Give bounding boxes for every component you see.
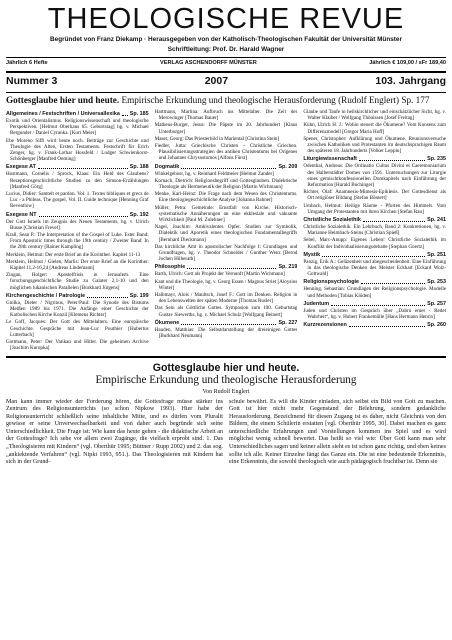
leader-dots xyxy=(331,301,425,306)
lead-rest: Empirische Erkundung und theologische Herausforderung (Rudolf Englert) Sp. 177 xyxy=(119,95,430,105)
toc-section-heading xyxy=(6,111,149,118)
article-subtitle: Empirische Erkundung und theologische Herausforderung xyxy=(95,373,357,386)
publication-info xyxy=(6,58,446,68)
toc-entry: Hauden, Matthias: Die Selbstdarstellung der dreieinigen Gottes [Burkhard Neumann] xyxy=(154,326,298,340)
article-byline: Von Rudolf Englert xyxy=(202,388,250,395)
section-page: Sp. 209 xyxy=(278,163,298,170)
section-page: Sp. 257 xyxy=(427,300,447,307)
toc-entry: Menke, Karl-Heinz: Die Frage nach dem Wesen des Christentums. Eine theologiegeschichtliche Analyse [Johanna Rahner] xyxy=(154,191,298,204)
toc-entry: Kühn, Ulrich H. J.: Wohin steuert die Ökumene? Vom Konsens zum Differenzmodell [Gregor Maria Hoff] xyxy=(303,122,447,135)
section-page: Sp. 235 xyxy=(427,156,447,163)
subtitle-editor: Schriftleitung: Prof. Dr. Harald Wagner xyxy=(167,46,285,53)
section-title: Allgemeines / Festschriften / Universallexika xyxy=(6,111,120,117)
section-title: Ökumene xyxy=(154,319,180,326)
section-title: Exegese AT xyxy=(6,164,36,171)
toc-section-heading xyxy=(6,293,149,300)
toc-entry: Halbmayr, Alois / Maultsch, Josef F.: Gott im Denken. Religion in den Lebenswelten der späten Moderne [Thomas Rusler] xyxy=(154,292,298,305)
toc-entry: Gottmann, Peter: Der Vatikan und Hitler. Die geheimen Archive [Joachim Kuropka] xyxy=(6,339,149,352)
toc-entry: Odenthal, Andreas: Die Ordinatio Cultus Divini et Caeremoniarium des Halberstädter Domes von 1591. Untersuchungen zur Liturgie eines gemischtkonfessionellen Domkapitels nach Einführung der Reformation [Harald Buchinger] xyxy=(303,163,447,189)
toc-entry: Lucius, Didier: Samtelt et pardon. Vol. 1. Textes bibliques et grecs de Luc - a Phileas. The gospel, Vol. II. Guide technique [Henning Graf Reventlow] xyxy=(6,191,149,210)
issue-year: 2007 xyxy=(204,75,229,87)
journal-page xyxy=(6,0,446,467)
lead-title: Gottesglaube hier und heute. xyxy=(6,95,120,105)
toc-entry: Kant und die Theologie, hg. v. Georg Essen / Magnus Striet [Aloysius Winter] xyxy=(154,278,298,291)
toc-entry: Merklein, Helmut / Gielen, Marlis: Der erste Brief an die Korinther. Kapitel 11,2-16,24 [Andreas Lindemann] xyxy=(6,258,149,272)
toc-entry: Exotik und Orientalismus. Religionswissenschaft und theologische Perspektiven. [Helmut Oberhaus 65. Geburtstag] hg. v. Michael Bergunder / Daniel Cyranka. [Kurt Meier] xyxy=(6,118,149,137)
toc-entry: Barth, Ulrich: Gott als Projekt der Vernunft [Martin Wichmann] xyxy=(154,271,285,278)
article-column-right: schule bewährt. Es will die Kinder einladen, sich selbst ein Bild von Gott zu machen. Gott ist hier nicht mehr Gegenstand der Belehrung, sondern gedankliche Herausforderung. Bezeichnend für diesen Zugang ist es daher, nicht Gleichnis von den Bildern, die einem Schülerin erstatten [vgl. Oberthür 1995, 30]. Dabei machen es ganz unterschiedliche Erfahrungen und Vorstellungen kommen ins Spiel und es wird möglichst wenig schnell bewertet. Das heißt so viel wie: Über Gott kann man sehr Unterschiedliches sagen und keiner allein sieht es ist schon ganz richtig, und eben keines sollte ich alle. Keiner Einzelne fängt das Ganze ein. Die ist eine bedeutende Erkenntnis, eine Erkenntnis, die sowohl theologisch wie auch pädagogisch fruchtbar ist. Denn sie xyxy=(229,398,446,466)
publisher: VERLAG ASCHENDORFF MÜNSTER xyxy=(160,60,257,66)
divider xyxy=(6,92,446,93)
leader-dots xyxy=(122,111,128,116)
toc-section-heading xyxy=(6,212,149,219)
section-page: Sp. 251 xyxy=(427,251,447,258)
section-title: Kurzrezensionen xyxy=(303,322,347,329)
toc-column-1 xyxy=(6,109,149,353)
toc-entry: Christliche Sozialethik. Ein Lehrbuch, Band 2: Konkretionen, hg. v. Marianne Heimbach-Steins [Christian Spieß] xyxy=(303,224,447,237)
toc-entry: Das Sein als Göttliche Gottes. Symposion zum 100. Geburtstag Gustav Siewerths, hg. v. Michael Schulz [Wolfgang Beinert] xyxy=(154,305,298,318)
toc-entry: Matheus-Burger, Jesus: Die Päpste im 20. Jahrhundert [Klaus Unterburger] xyxy=(154,122,298,135)
toc-column-2 xyxy=(155,109,298,353)
subtitle-founder: Begründet von Franz Diekamp · Herausgegeben von der Katholisch-Theologischen Fakultät der Universität Münster xyxy=(50,36,402,43)
toc-section-heading xyxy=(303,279,446,286)
leader-dots xyxy=(363,217,425,222)
toc-entry: Le Goff, Jacques: Der Gott des Mittelalters. Eine europäische Geschichte. Gespräche mit Jean-Luc Pouthier [Hubertus Lutterbach] xyxy=(6,319,149,338)
leader-dots xyxy=(322,252,425,257)
toc-entry: Krall, Sean P.: The Interpretation of the Gospel of Luke. Ester Band: From Apostolic times through the 19th century / Zweiter Band: In the 20th century [Rainer Kampling] xyxy=(6,232,149,251)
leader-dots xyxy=(181,164,276,169)
masthead-title: THEOLOGISCHE REVUE xyxy=(47,3,405,35)
section-page: Sp. 253 xyxy=(427,279,447,286)
leader-dots xyxy=(39,212,128,217)
section-title: Kirchengeschichte / Patrologie xyxy=(6,292,86,299)
section-page: Sp. 219 xyxy=(278,264,298,271)
divider xyxy=(6,356,446,358)
leader-dots xyxy=(187,264,276,269)
issue-volume: 103. Jahrgang xyxy=(375,75,446,87)
leader-dots xyxy=(181,320,276,325)
leader-dots xyxy=(38,164,128,169)
section-title: Philosophie xyxy=(154,264,186,271)
toc-section-heading xyxy=(303,156,446,163)
toc-entry: Das kirchliche Amt in apostolischer Nachfolge I: Grundlagen und Grundfragen, hg. v. Theodor Schneider / Gunther Wenz [Bernd Jochen Hilberath] xyxy=(154,243,298,263)
toc-section-heading xyxy=(155,164,298,171)
leader-dots xyxy=(359,156,425,161)
toc-entry: Ebe Moreno Siffi wird heute noch. Beiträge zur Geschichte und Theologie des Alten, Ersten Testaments. Festschrift für Erich Zenger, hg. v. Frank-Lothar Hossfeld / Ludger Schwienhorst-Schönberger [Manfred Oeming] xyxy=(6,137,149,163)
toc-section-heading xyxy=(303,217,446,224)
section-title: Exegese NT xyxy=(6,211,37,218)
toc-entry: Maser, Georg: Das Priesterbild in Mariental [Christina Stein] xyxy=(154,135,280,142)
leader-dots xyxy=(349,322,425,327)
toc-entry: Juden und Christen im Gespräch über „Dabru emet - Redet Wahrheit“, hg. v. Hubert Frankemölle [Hans Hermann Henrix] xyxy=(303,307,447,321)
toc-entry: Gnilka, Dieter / Nigrinus, Peter/Paul: Die Synode des Bistums Meißen 1989 bis 1971. Die Anfänge einer Geschichte der Katholischen Kirche Konzil [Klemens Richter] xyxy=(6,299,149,319)
section-page: Sp. 192 xyxy=(129,211,149,218)
lead-article-entry xyxy=(6,95,446,106)
toc-entry: Hostmann, Cornelis / Sprock, Klaas: Ein Held des Glaubens? Rezeptionsgeschichtliche Studien zu den Simson-Erzählungen [Manfred Görg] xyxy=(6,171,149,190)
toc-entry: Panzig, Erik A.: Gelâzenheit und abegescheidenheit. Eine Einführung in das theologische Denken des Meister Eckhart [Eckard Wolz-Gottwald] xyxy=(303,258,447,278)
toc-column-3 xyxy=(303,109,446,353)
toc-entry: Winkelgebust, hg. v. Reinhard Feldmeier [Helmut Zander] xyxy=(154,170,274,177)
leader-dots xyxy=(361,279,425,284)
issue-line xyxy=(6,73,446,89)
section-page: Sp. 241 xyxy=(427,217,447,224)
toc-entry: Henning, Sebastian: Grundlagen der Religionspsychologie. Modelle und Methoden [Tobias Klöden] xyxy=(303,286,447,299)
section-title: Christliche Sozialethik xyxy=(303,217,361,224)
toc-entry: Glaube und Taufe in heilskirchlicher und einschätzlicher Sicht, hg. v. Walter Klaiber / Wolfgang Thönissen [Josef Freitag] xyxy=(303,109,447,122)
toc-entry: Umbach, Helmut: Heilige Räume - Pforten des Himmels. Vom Umgang der Protestanten mit ihren Kirchen [Stefan Rau] xyxy=(303,202,447,215)
article-column-left: Man kann immer wieder der Forderung hören, die Gottesfrage müsse stärker ins Zentrum des Religionsunterrichts (so schon Nipkow 1993). Hier habe der Religionsunterricht schließlich seine inhaltliche Mitte, und es dürfen vom Pluralit gewisse er seine Unverwechselbarkeit und von daher auch begründe sich seine Unterschiedlichkeit. Die Frage ist: Wie kann das heute gehen - die didaktische Arbeit an der Gottesfrage? Ich sehe vor allem zwei Zugänge, die vielfach erprobt sind. 1. Das „Theologisieren mit Kindern“ (vgl. Oberthür 1995; Büttner / Rupp 2002) und 2. das sog. „ankiektende Verfahren“ (vgl. Nipki 1993, 951.). Das Theologisieren mit Kindern hat sich in der Grund- xyxy=(6,398,223,466)
toc-entry: Spener, Christopher: Aufklärung und Ökumene. Reunionsversuche zwischen Katholiken und Protestanten im deutschsprachigen Raum des späteren 18. Jahrhunderts [Volker Leppin] xyxy=(303,135,447,155)
section-title: Judentum xyxy=(303,300,330,307)
toc-entry: Müller, Petra: Gemeinde: Ernstfall von Kirche. Historisch-systematische Annäherungen an eine ekklesiale und vakuante Wirklichkeit [Paul M. Zulehner] xyxy=(154,204,298,224)
toc-section-heading xyxy=(155,320,298,327)
toc-section-heading xyxy=(303,322,446,329)
section-title: Dogmatik xyxy=(154,163,180,170)
article-title: Gottesglaube hier und heute. xyxy=(152,361,300,374)
section-page: Sp. 185 xyxy=(129,111,149,117)
toc-entry: Hartmann, Martina: Aufbruch ins Mittelalter. Die Zeit der Merowinger [Thomas Bauer] xyxy=(154,109,298,122)
section-page: Sp. 260 xyxy=(427,322,447,329)
frequency: Jährlich 6 Hefte xyxy=(6,60,48,66)
toc-section-heading xyxy=(303,252,446,259)
toc-entry: Sebel, Marc-Anupp: Eigenes Leben! Christliche Sozialethik im Konflikt der Individualisierungsdebatte [Stephan Goertz] xyxy=(303,237,447,250)
section-title: Liturgiewissenschaft xyxy=(303,156,357,163)
toc-entry: Nagel, Joachim: Ambivalentes Opfer. Studien zur Symbolik, Dialektik und Aporetik eines theologischen Fundamentalbegriffs [Bernhard Dieckmann] xyxy=(154,224,298,243)
price: Jährlich € 109,00 / sFr 189,40 xyxy=(369,60,446,66)
article-body xyxy=(6,399,446,467)
toc-section-heading xyxy=(6,164,149,171)
toc-section-heading xyxy=(303,301,446,308)
section-page: Sp. 227 xyxy=(278,319,298,326)
section-page: Sp. 188 xyxy=(129,164,149,171)
toc-entry: Der Gott Israels im Zeugnis des Neuen Testaments, hg. v. Ulrich Busse [Christian Frevel] xyxy=(6,218,149,231)
toc-entry: Richter, Olaf: Anamnesis-Mimesis-Epiklesis. Der Gottesdienst als Ort religiöser Bildung [Stefan Böntert] xyxy=(303,189,447,202)
section-title: Mystik xyxy=(303,251,321,258)
toc-entry: Merklein, Helmut: Der erste Brief an die Korinther. Kapitel 11-13 xyxy=(6,251,141,258)
table-of-contents xyxy=(6,109,446,353)
toc-entry: Kornach, Dietrich: Religionsbegriff und Gottesglauben. Dialektische Theologie als Hermeneutik der Religion [Martin Wichmann] xyxy=(154,177,298,191)
issue-number: Nummer 3 xyxy=(6,75,58,87)
section-title: Religionspsychologie xyxy=(303,279,360,286)
leader-dots xyxy=(87,293,128,298)
toc-entry: Zingan, Holger: Apostelfrisis in Jerusalem. Eine forschungsgeschichtliche Studie zu Galater 2,1-10 und den möglichen lukanischen Parallelen [Burkhard Jürgens] xyxy=(6,272,149,291)
toc-entry: Fiedler, Jutta: Griechische Christen - Christliche Griechen. Plausibilisierungsstrategien des antiken Christentums bei Origenes und Johannes Chrysostomos [Alfons Fürst] xyxy=(154,143,298,162)
section-page: Sp. 199 xyxy=(129,292,149,299)
